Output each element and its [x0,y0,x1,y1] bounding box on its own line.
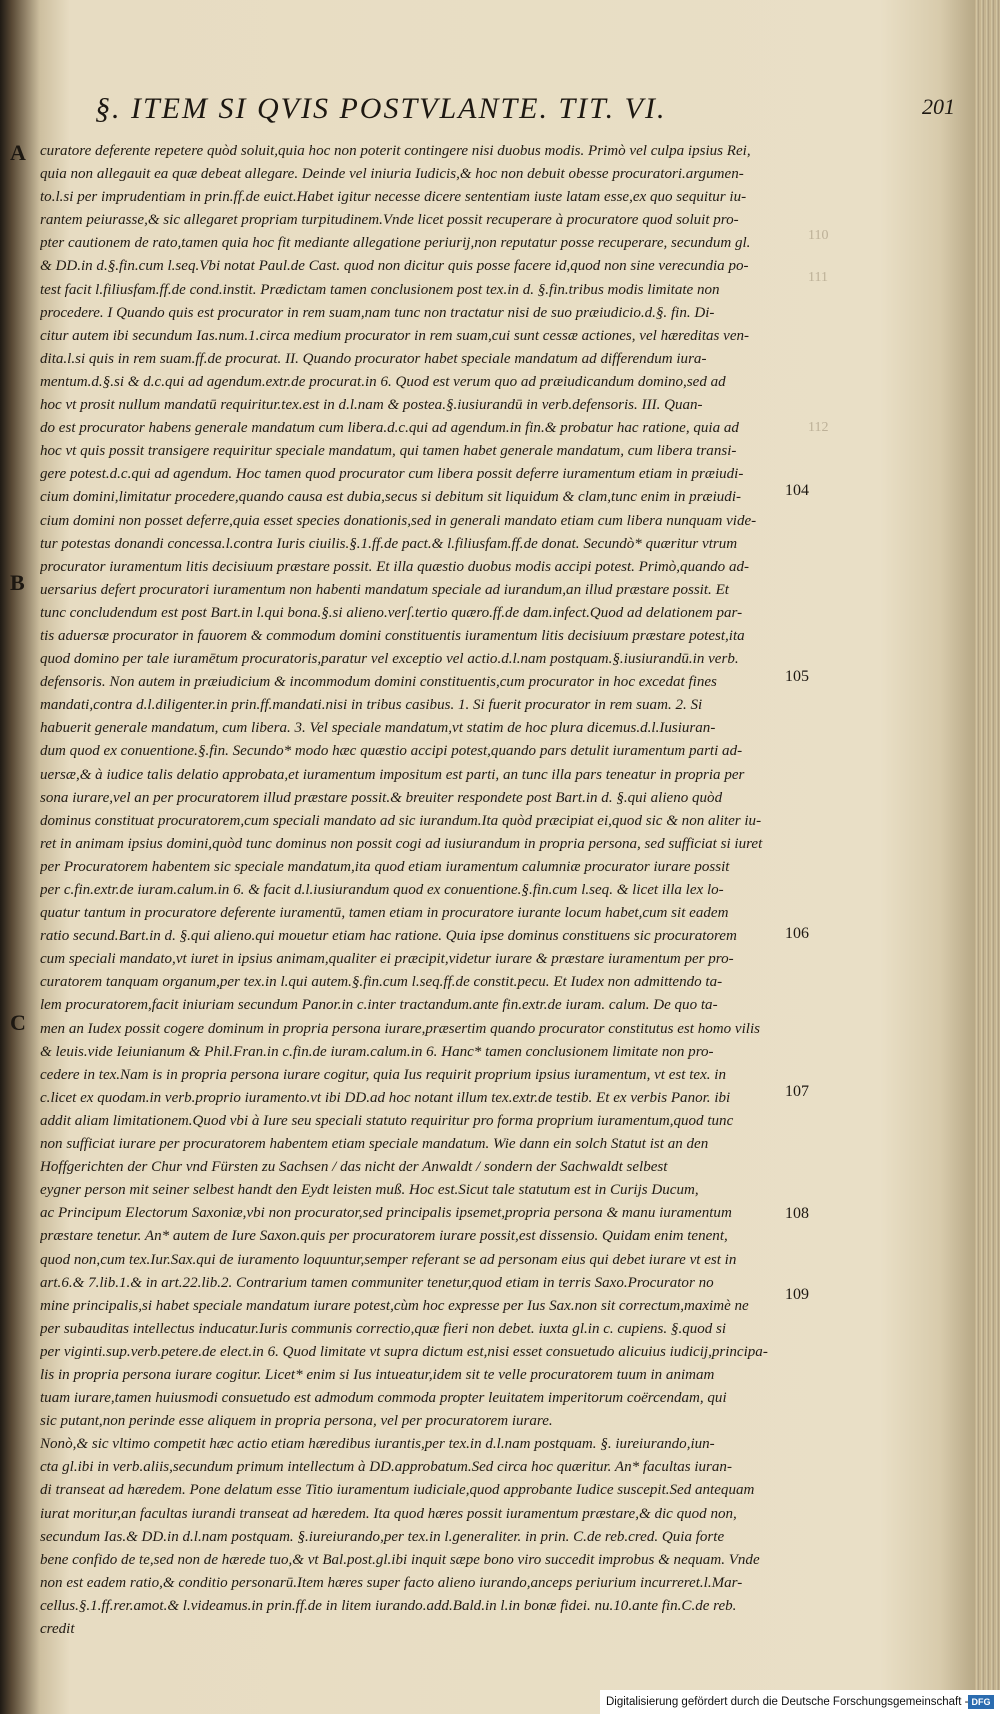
text-line: art.6.& 7.lib.1.& in art.22.lib.2. Contrarium tamen communiter tenetur,quod etiam in terris Saxo.Procurator no [40,1274,714,1291]
text-line: bene confido de te,sed non de hærede tuo,& vt Bal.post.gl.ibi inquit sæpe bono viro succedit improbus & nequam. Vnde [40,1551,760,1568]
text-line: lem procuratorem,facit iniuriam secundum Panor.in c.inter tractandum.ante fin.extr.de iuram. calum. De quo ta- [40,997,718,1014]
text-line: tis aduersæ procurator in fauorem & commodum domini constituentis iuramentum litis decisiuum præstare potest,ita [40,627,745,644]
margin-letter-a: A [10,140,26,165]
text-line: procedere. I Quando quis est procurator in rem suam,nam tunc non tractatur nisi de suo præiudicio.d.§. fin. Di- [40,304,715,321]
text-line: secundum Ias.& DD.in d.l.nam postquam. §.iureiurando,per tex.in l.generaliter. in prin. C.de reb.cred. Quia forte [40,1528,725,1545]
text-line: dum quod ex conuentione.§.fin. Secundo* modo hæc quæstio accipi potest,quando pars detulit iuramentum parti ad- [40,743,743,760]
margin-number: 108 [785,1205,809,1222]
text-line: per subauditas intellectus inducatur.Iuris communis correctio,quæ fieri non debet. iuxta gl.in c. cupiens. §.quod si [40,1320,727,1337]
text-line: cium domini,limitatur procedere,quando causa est dubia,secus si debitum sit liquidum & clam,tunc enim in præiudi- [40,489,742,506]
text-line: do est procurator habens generale mandatum cum libera.d.c.qui ad agendum.in fin.& probatur hac ratione, quia ad [40,420,739,437]
text-line: tur potestas donandi concessa.l.contra Iuris ciuilis.§.1.ff.de pact.& l.filiusfam.ff.de donat. Secundò* quæritur vtrum [40,535,738,552]
dfg-logo-icon: DFG [968,1695,994,1709]
text-line: non est eadem ratio,& conditio personarū.Item hæres super facto alieno iurando,anceps periurium incurreret.l.Mar- [40,1574,743,1591]
text-line: pter cautionem de rato,tamen quia hoc fit mediante allegatione periurij,non reputatur posse recuperare, secundum gl. [40,235,751,252]
text-line: procurator iuramentum litis decisiuum præstare possit. Et illa quæstio duobus modis accipi potest. Primò,quando ad- [40,558,750,575]
text-line: hoc vt prosit nullum mandatū requiritur.tex.est in d.l.nam & postea.§.iusiurandū in verb.defensoris. III. Quan- [40,397,703,414]
text-line: curatore deferente repetere quòd soluit,quia hoc non poterit contingere nisi duobus modis. Primò vel culpa ipsius Rei, [40,143,751,159]
text-line: cta gl.ibi in verb.aliis,secundum primum intellectum à DD.approbatum.Sed circa hoc quæritur. An* facultas iuran- [40,1459,732,1476]
text-line: test facit l.filiusfam.ff.de cond.instit. Prædictam tamen conclusionem post tex.in d. §.fin.tribus modis limitate non [40,281,720,298]
text-line: & leuis.vide Ieiunianum & Phil.Fran.in c.fin.de iuram.calum.in 6. Hanc* tamen conclusionem limitate non pro- [40,1043,714,1060]
text-line: non sufficiat iurare per procuratorem habentem etiam speciale mandatum. Wie dann ein solch Statut ist an den [40,1136,709,1153]
margin-number: 104 [785,482,809,499]
text-line: ratio secund.Bart.in d. §.qui alieno.qui mouetur etiam hac ratione. Quia ipse dominus constituens sic procuratorem [40,928,737,945]
text-line: cellus.§.1.ff.rer.amot.& l.videamus.in prin.ff.de in litem iurando.add.Bald.in l.in bonæ fidei. nu.10.ante fin.C.de reb. [40,1597,737,1614]
text-line: mine principalis,si habet speciale mandatum iurare potest,cùm hoc expresse per Ius Sax.non sit correctum,maximè ne [40,1297,749,1314]
digitization-footer [600,1690,1000,1714]
folio-number: 201 [922,94,955,119]
text-line: ac Principum Electorum Saxoniæ,vbi non procurator,sed principalis ipsemet,propria persona & manu iuramentum [40,1205,732,1222]
text-line: tuam iurare,tamen huiusmodi consuetudo est admodum commoda propter leuitatem imperitorum coërcendam, qui [40,1390,727,1407]
text-line: to.l.si per imprudentiam in prin.ff.de euict.Habet igitur necesse dicere sententiam iuste latam esse,ex quo sequitur iu- [40,189,747,206]
text-line: cum speciali mandato,vt iuret in ipsius animam,qualiter ei præcipit,videtur iurare & præstare iuramentum per pro- [40,951,734,968]
text-line: citur autem ibi secundum Ias.num.1.circa medium procurator in rem suam,cui sunt cessæ actiones, vel hæreditas ven- [40,327,750,344]
text-line: quod domino per tale iuramētum procuratoris,paratur vel exceptio vel actio.d.l.nam postquam.§.iusiurandū.in verb. [40,651,739,668]
text-line: per viginti.sup.verb.petere.de elect.in 6. Quod limitate vt supra dictum est,nisi esset consuetudo alicuius iudicij,principa- [40,1343,768,1360]
text-line: iurat moritur,an facultas iurandi transeat ad hæredem. Ita quod hæres possit iuramentum præstare,& dic quod non, [40,1505,737,1522]
text-line: defensoris. Non autem in præiudicium & incommodum domini constituentis,cum procurator in hoc excedat fines [40,674,717,691]
text-line: men an Iudex possit cogere dominum in propria persona iurare,præsertim quando procurator constitutus est homo vilis [40,1020,760,1037]
text-line: sona iurare,vel an per procuratorem illud præstare possit.& breuiter respondete post Bart.in d. §.qui alieno quòd [40,789,723,806]
margin-letter-c: C [10,1010,26,1035]
page-edge [975,0,1000,1714]
text-line: curatorem tanquam organum,per tex.in l.qui autem.§.fin.cum l.seq.ff.de constit.pecu. Et Iudex non admittendo ta- [40,974,723,991]
text-line: quod non,cum tex.Iur.Sax.qui de iuramento loquuntur,semper referant se ad personam eius qui debet iurare vt est in [40,1251,737,1268]
text-line: Hoffgerichten der Chur vnd Fürsten zu Sachsen / das nicht der Anwaldt / sondern der Sachwaldt selbest [40,1159,668,1176]
running-header [95,92,955,132]
text-line: mandati,contra d.l.diligenter.in prin.ff.mandati.nisi in tribus casibus. 1. Si fuerit procurator in rem suam. 2. Si [40,697,703,714]
margin-number: 106 [785,925,809,942]
body-text [40,140,775,1660]
text-line: habuerit generale mandatum, cum libera. 3. Vel speciale mandatum,vt statim de hoc plura dicemus.d.l.Iusiuran- [40,720,716,737]
text-line: dita.l.si quis in rem suam.ff.de procurat. II. Quando procurator habet speciale mandatum ad differendum iura- [40,350,707,367]
margin-number: 109 [785,1286,809,1303]
text-line: credit [40,1621,75,1637]
text-line: cedere in tex.Nam is in propria persona iurare cogitur, quia Ius requirit proprium ipsius iuramentum, vt est tex. in [40,1066,726,1083]
margin-number: 107 [785,1083,809,1100]
bleed-through-number: 111 [808,270,828,285]
text-line: gere potest.d.c.qui ad agendum. Hoc tamen quod procurator cum libera possit deferre iuramentum etiam in præiudi- [40,466,744,483]
text-line: quatur tantum in procuratore deferente iuramentū, tamen etiam in procuratore iurante locum habet,cum sit eadem [40,905,729,922]
text-line: uersarius defert procuratori iuramentum non habenti mandatum speciale ad iurandum,an illud præstare possit. Et [40,581,729,598]
margin-number: 105 [785,668,809,685]
text-line: c.licet ex quodam.in verb.proprio iuramento.vt ibi DD.ad hoc notant illum tex.extr.de testib. Et ex verbis Panor. ibi [40,1089,731,1106]
footer-text: Digitalisierung gefördert durch die Deutsche Forschungsgemeinschaft - [606,1696,969,1708]
text-line: di transeat ad hæredem. Pone delatum esse Titio iuramentum iudiciale,quod approbante Iudice suscepit.Sed antequam [40,1482,755,1499]
bleed-through-number: 112 [808,420,829,435]
text-line: lis in propria persona iurare cogitur. Licet* enim si Ius intueatur,idem sit te velle procuratorem tuum in animam [40,1366,715,1383]
text-line: mentum.d.§.si & d.c.qui ad agendum.extr.de procurat.in 6. Quod est verum quo ad præiudicandum domino,sed ad [40,373,726,390]
text-line: tunc concludendum est post Bart.in l.qui bona.§.si alieno.verſ.tertio quæro.ff.de dam.infect.Quod ad delationem par- [40,604,743,621]
text-line: dominus constituat procuratorem,cum speciali mandato ad sic iurandum.Ita quòd præcipiat ei,quod sic & non aliter iu- [40,812,762,829]
text-line: præstare tenetur. An* autem de Iure Saxon.quis per procuratorem iurare possit,est dissensio. Quidam enim tenent, [40,1228,728,1245]
text-line: & DD.in d.§.fin.cum l.seq.Vbi notat Paul.de Cast. quod non dicitur quis posse facere id,quod non sine verecundia po- [40,258,749,275]
text-line: eygner person mit seiner selbest handt den Eydt leisten muß. Hoc est.Sicut tale statutum est in Curijs Ducum, [40,1182,699,1199]
text-line: addit aliam limitationem.Quod vbi à Iure seu speciali statuto requiritur pro forma proprium iuramentum,quod tunc [40,1112,734,1129]
text-line: cium domini non posset deferre,quia esset species donationis,sed in generali mandato etiam cum libera nunquam vide- [40,512,757,529]
header-title: §. ITEM SI QVIS POSTVLANTE. TIT. VI. [95,92,667,125]
text-line: Nonò,& sic vltimo competit hæc actio etiam hæredibus iurantis,per tex.in d.l.nam postquam. §. iureiurando,iun- [40,1436,715,1453]
bleed-through-number: 110 [808,228,829,243]
text-line: per c.fin.extr.de iuram.calum.in 6. & facit d.l.iusiurandum quod ex conuentione.§.fin.cum l.seq. & licet illa lex lo- [40,882,724,898]
text-line: quia non allegauit ea quæ debeat allegare. Deinde vel iniuria Iudicis,& hoc non debuit obesse procuratori.argumen- [40,166,744,183]
text-line: hoc vt quis possit transigere requiritur speciale mandatum, qui tamen habet generale mandatum, cum libera transi- [40,443,737,460]
text-line: uersæ,& à iudice talis delatio approbata,et iuramentum impositum est parti, an tunc illa pars teneatur in propria per [40,766,745,783]
text-line: per Procuratorem habentem sic speciale mandatum,ita quod etiam iuramentum calumniæ procurator iurare possit [40,858,730,875]
text-line: rantem peiurasse,& sic allegaret propriam turpitudinem.Vnde licet possit recuperare à procuratore quod soluit pro- [40,212,739,229]
text-line: sic putant,non perinde esse aliquem in propria persona, vel per procuratorem iurare. [40,1413,553,1430]
margin-letter-b: B [10,570,25,595]
text-line: ret in animam ipsius domini,quòd tunc dominus non possit cogi ad iusiurandum in propria persona, sed sufficiat si iuret [40,835,763,852]
